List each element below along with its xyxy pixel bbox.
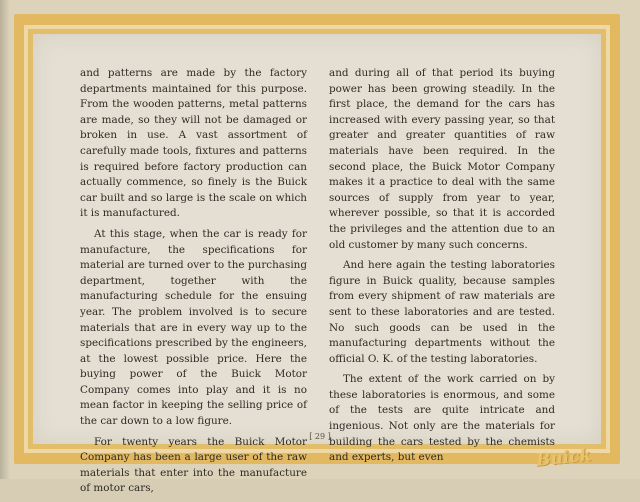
page-gutter-shadow	[0, 0, 10, 479]
paragraph: The extent of the work carried on by these laboratories is enormous, and some of the tests are quite intricate and ingenious. Not only are the materials for building the cars tested by the chemists and experts, but even	[329, 373, 555, 464]
paragraph: For twenty years the Buick Motor Company has been a large user of the raw materials that enter into the manufacture of motor cars,	[80, 435, 307, 495]
paragraph: and patterns are made by the factory departments maintained for this purpose. From the wooden patterns, metal patterns are made, so they will not be damaged or broken in use. A vast assortment of carefully made tools, fixtures and patterns is required before factory production can actually commence, so finely is the Buick car built and so large is the scale on which it is manufactured.	[80, 67, 307, 220]
paragraph: At this stage, when the car is ready for manufacture, the specifications for material are turned over to the purchasing department, together with the manufacturing schedule for the ensuing year. The problem involved is to secure materials that are in every way up to the specifications prescribed by the engineers, at the lowest possible price. Here the buying power of the Buick Motor Company comes into play and it is no mean factor in keeping the selling price of the car down to a low figure.	[80, 227, 307, 428]
buick-logo: Buick	[535, 445, 593, 471]
page-number: [ 29 ]	[309, 432, 331, 441]
left-text-column	[80, 66, 307, 502]
paragraph: and during all of that period its buying power has been growing steadily. In the first place, the demand for the cars has increased with every passing year, so that greater and greater quantities of raw materials have been required. In the second place, the Buick Motor Company makes it a practice to deal with the same sources of supply from year to year, wherever possible, so that it is accorded the privileges and the attention due to an old customer by many such concerns.	[329, 67, 555, 251]
paragraph: And here again the testing laboratories figure in Buick quality, because samples from every shipment of raw materials are sent to these laboratories and are tested. No such goods can be used in the manufacturing departments without the official O. K. of the testing laboratories.	[329, 259, 555, 365]
right-text-column	[329, 66, 555, 471]
